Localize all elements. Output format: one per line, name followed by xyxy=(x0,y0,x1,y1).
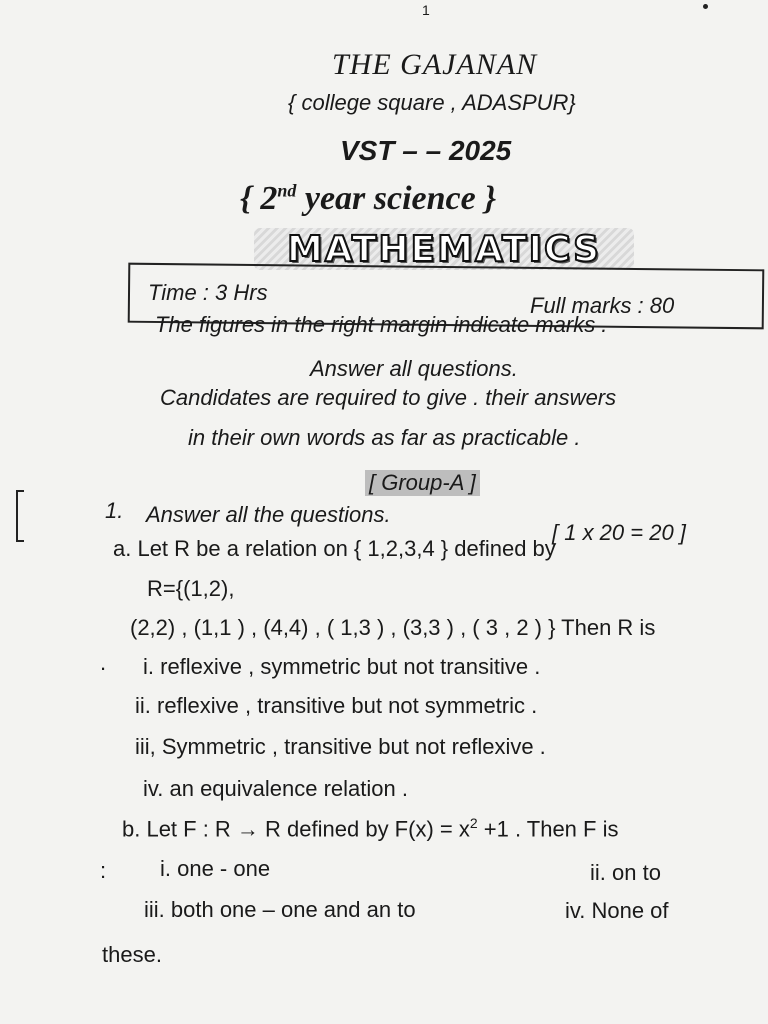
option-b2: ii. on to xyxy=(590,860,661,885)
question-a-line3: (2,2) , (1,1 ) , (4,4) , ( 1,3 ) , (3,3 ) , ( 3 , 2 ) } Then R is xyxy=(130,615,656,640)
corner-dot xyxy=(703,4,708,9)
page-number: 1 xyxy=(422,2,430,18)
instruction-line: The figures in the right margin indicate marks . xyxy=(155,312,608,337)
question-a-line1: a. Let R be a relation on { 1,2,3,4 } defined by xyxy=(113,536,556,561)
option-b4: iv. None of xyxy=(565,898,669,923)
margin-bracket xyxy=(16,490,24,542)
subject-banner: MATHEMATICS xyxy=(254,228,634,270)
institution-address: { college square , ADASPUR} xyxy=(288,90,576,115)
option-b-tail: these. xyxy=(102,942,162,967)
question-b-stem: b. Let F : R → R defined by $F(x) = x^2 +1$ . Then F is xyxy=(122,815,619,842)
question-number: 1. xyxy=(105,498,124,523)
option-b1: i. one - one xyxy=(160,856,271,881)
time-label: Time : 3 Hrs xyxy=(148,280,268,305)
institution-name: THE GAJANAN xyxy=(332,48,538,81)
margin-colon: : xyxy=(100,858,107,883)
margin-dot: . xyxy=(100,650,107,675)
exam-name: VST – – 2025 xyxy=(340,135,512,166)
option-a3: iii, Symmetric , transitive but not reflexive . xyxy=(135,734,546,759)
option-a1: i. reflexive , symmetric but not transitive . xyxy=(143,654,541,679)
option-b3: iii. both one – one and an to xyxy=(144,897,416,922)
group-heading: [ Group-A ] xyxy=(365,470,480,496)
option-a4: iv. an equivalence relation . xyxy=(143,776,408,801)
full-marks-label: Full marks : 80 xyxy=(530,293,675,318)
instruction-line: Answer all questions. xyxy=(310,356,518,381)
class-title: { 2nd year science } xyxy=(240,180,497,217)
question-a-line2: R={(1,2), xyxy=(147,576,235,601)
question-marks: [ 1 x 20 = 20 ] xyxy=(552,520,686,545)
option-a2: ii. reflexive , transitive but not symmetric . xyxy=(135,693,538,718)
instruction-line: in their own words as far as practicable . xyxy=(188,425,581,450)
question-text: Answer all the questions. xyxy=(146,502,391,527)
instruction-line: Candidates are required to give . their answers xyxy=(160,385,617,410)
